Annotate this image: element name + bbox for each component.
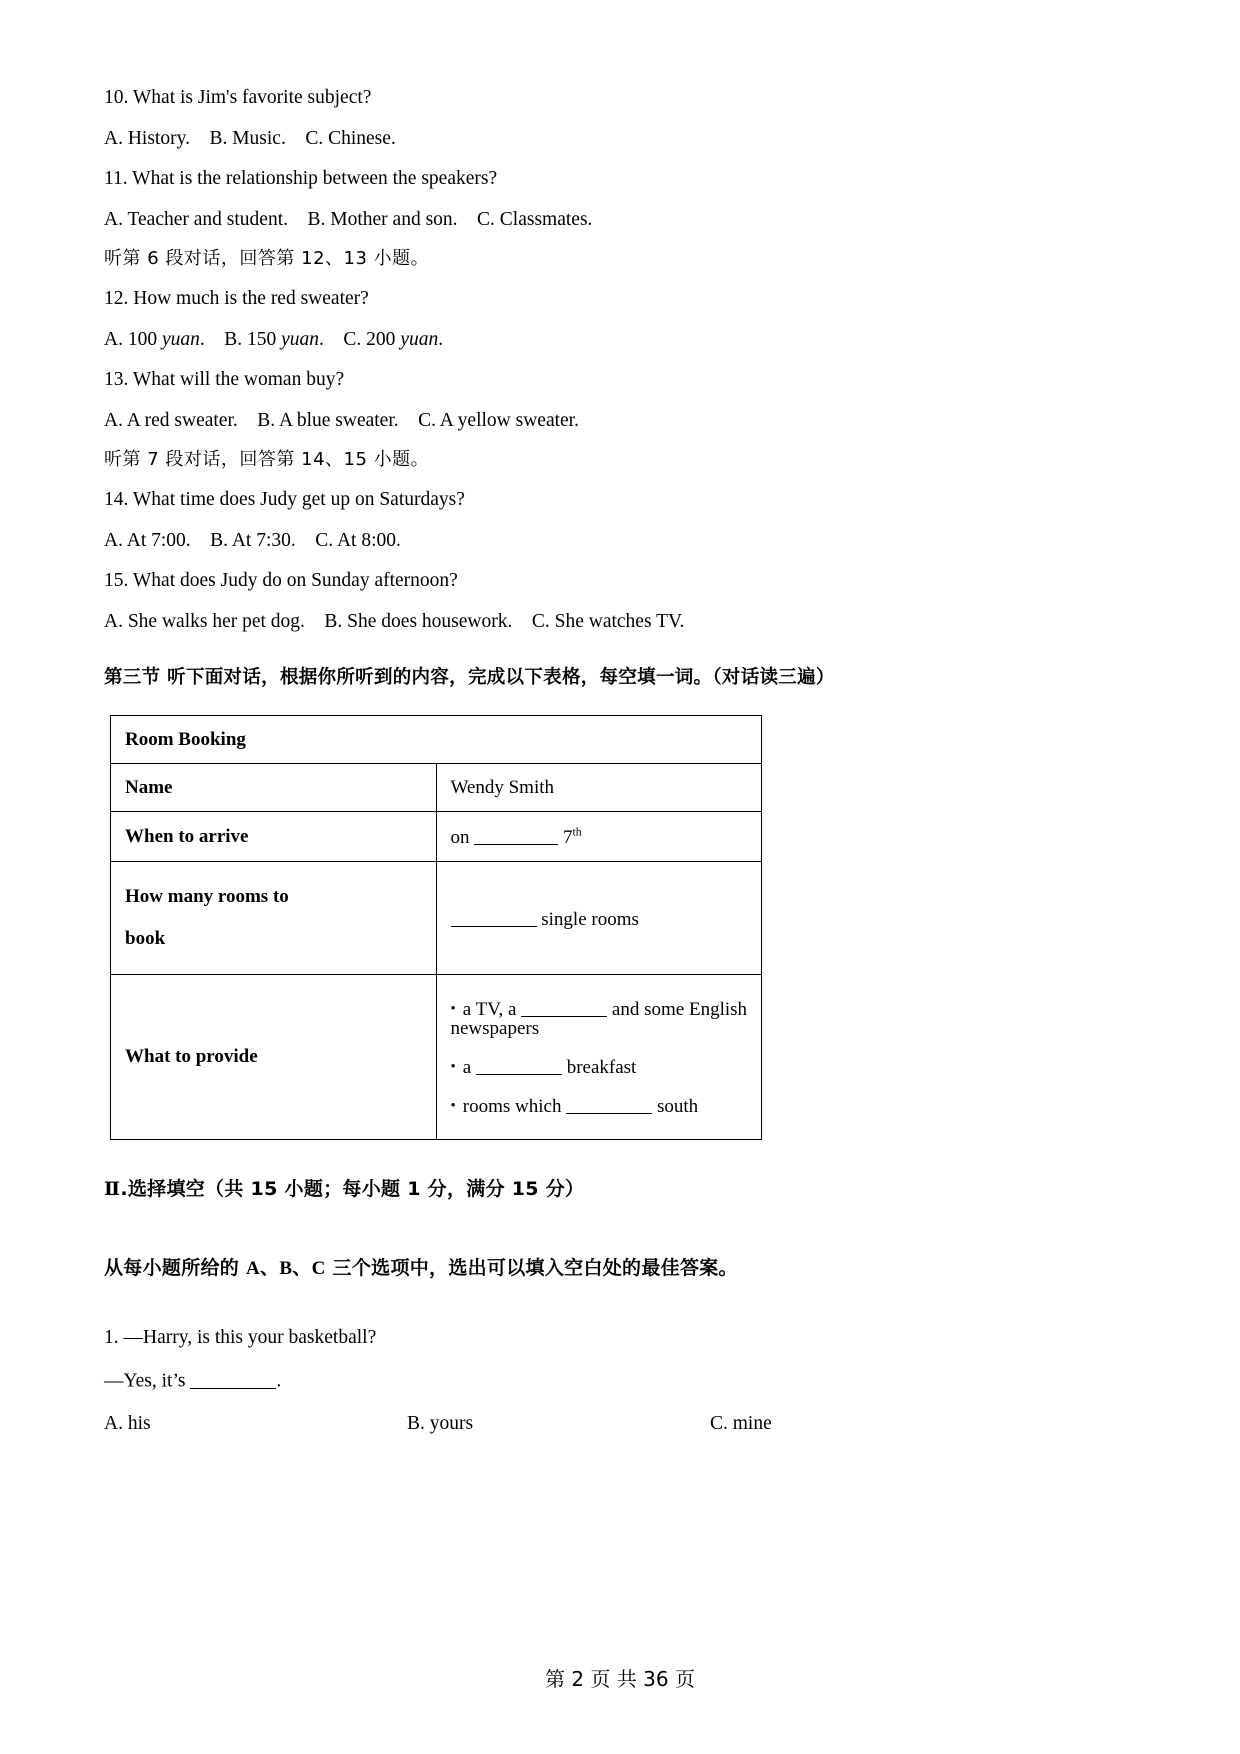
question-15-options: A. She walks her pet dog. B. She does housework. C. She watches TV. <box>104 610 685 632</box>
question-1-block <box>104 1328 1136 1436</box>
q12-opt-b-text: . B. 150 <box>199 328 282 350</box>
rooms-label-line1: How many rooms to <box>125 886 289 908</box>
option-a[interactable]: A. his <box>104 1413 151 1435</box>
question-10-stem: 10. What is Jim's favorite subject? <box>104 87 372 108</box>
question-12-options <box>104 330 1136 350</box>
question-11-options: A. Teacher and student. B. Mother and son. C. Classmates. <box>104 208 593 230</box>
question-1-line2 <box>104 1369 1136 1391</box>
table-row-provide <box>111 974 762 1139</box>
provide-item-2-post: breakfast <box>561 1056 637 1078</box>
answer-blank <box>190 1369 276 1389</box>
provide-item-1-pre: a TV, a <box>462 998 522 1020</box>
question-15-stem: 15. What does Judy do on Sunday afternoon? <box>104 570 458 591</box>
answer-blank <box>476 1056 562 1075</box>
list-item <box>451 1086 750 1125</box>
dialogue-7-instruction: 听第 7 段对话，回答第 14、15 小题。 <box>104 449 430 470</box>
answer-blank <box>566 1095 652 1114</box>
section-two-heading <box>104 1174 1136 1201</box>
arrive-day-ordinal: th <box>572 825 582 839</box>
q12-opt-c-text: . C. 200 <box>319 328 401 350</box>
rooms-suffix: single rooms <box>536 908 639 930</box>
question-1-options <box>104 1413 1136 1435</box>
instruction-prefix: 从每小题所给的 <box>104 1256 247 1279</box>
page-footer: 第 2 页 共 36 页 <box>545 1667 695 1691</box>
arrive-prefix: on <box>450 827 475 849</box>
table-row-arrive <box>111 812 762 862</box>
row-value-rooms <box>436 862 762 975</box>
row-label-arrive: When to arrive <box>111 812 437 862</box>
answer-blank <box>474 826 558 845</box>
section-two-roman: Ⅱ <box>104 1178 121 1200</box>
row-value-name: Wendy Smith <box>436 764 762 812</box>
row-label-name: Name <box>111 764 437 812</box>
question-14-options: A. At 7:00. B. At 7:30. C. At 8:00. <box>104 529 401 551</box>
question-13-stem: 13. What will the woman buy? <box>104 369 345 390</box>
q12-opt-b-unit: yuan <box>281 328 320 350</box>
q1-answer-prefix: —Yes, it’s <box>104 1370 191 1392</box>
question-12-stem: 12. How much is the red sweater? <box>104 288 369 309</box>
q1-answer-suffix: . <box>276 1370 282 1392</box>
question-13-options: A. A red sweater. B. A blue sweater. C. A yellow sweater. <box>104 409 579 431</box>
question-1-line1: 1. —Harry, is this your basketball? <box>104 1326 377 1348</box>
section-two-title: .选择填空（共 15 小题；每小题 1 分，满分 15 分） <box>120 1177 585 1200</box>
row-value-arrive <box>436 812 762 862</box>
row-value-provide <box>436 974 762 1139</box>
q12-opt-a-text: A. 100 <box>104 328 162 350</box>
q12-opt-a-unit: yuan <box>161 328 200 350</box>
row-label-provide: What to provide <box>111 974 437 1139</box>
row-label-rooms <box>111 862 437 975</box>
section-three-heading: 第三节 听下面对话，根据你所听到的内容，完成以下表格，每空填一词。（对话读三遍） <box>104 667 835 688</box>
table-row-title <box>111 716 762 764</box>
rooms-label-line2: book <box>125 928 166 950</box>
question-10-options: A. History. B. Music. C. Chinese. <box>104 127 396 149</box>
dialogue-6-instruction: 听第 6 段对话，回答第 12、13 小题。 <box>104 248 430 269</box>
answer-blank <box>521 998 607 1017</box>
table-row-name <box>111 764 762 812</box>
provide-item-3-pre: rooms which <box>462 1095 567 1117</box>
provide-list <box>451 989 750 1125</box>
question-11-stem: 11. What is the relationship between the speakers? <box>104 168 498 189</box>
provide-item-2-pre: a <box>462 1056 476 1078</box>
list-item <box>451 989 750 1047</box>
list-item <box>451 1047 750 1086</box>
arrive-day-number: 7 <box>563 827 573 849</box>
option-b[interactable]: B. yours <box>407 1413 474 1435</box>
room-booking-table <box>110 715 762 1140</box>
section-two-instruction <box>104 1253 1136 1280</box>
instruction-suffix: 三个选项中，选出可以填入空白处的最佳答案。 <box>325 1256 738 1279</box>
provide-item-3-post: south <box>652 1095 699 1117</box>
question-14-stem: 14. What time does Judy get up on Saturdays? <box>104 489 465 510</box>
option-c[interactable]: C. mine <box>710 1413 772 1435</box>
q12-opt-c-unit: yuan <box>400 328 439 350</box>
table-title-cell: Room Booking <box>111 716 762 764</box>
provide-item-1-post: and some English newspapers <box>450 998 752 1039</box>
answer-blank <box>451 908 537 927</box>
table-row-rooms <box>111 862 762 975</box>
q12-opt-end: . <box>438 328 444 350</box>
instruction-choices: A、B、C <box>246 1257 326 1279</box>
